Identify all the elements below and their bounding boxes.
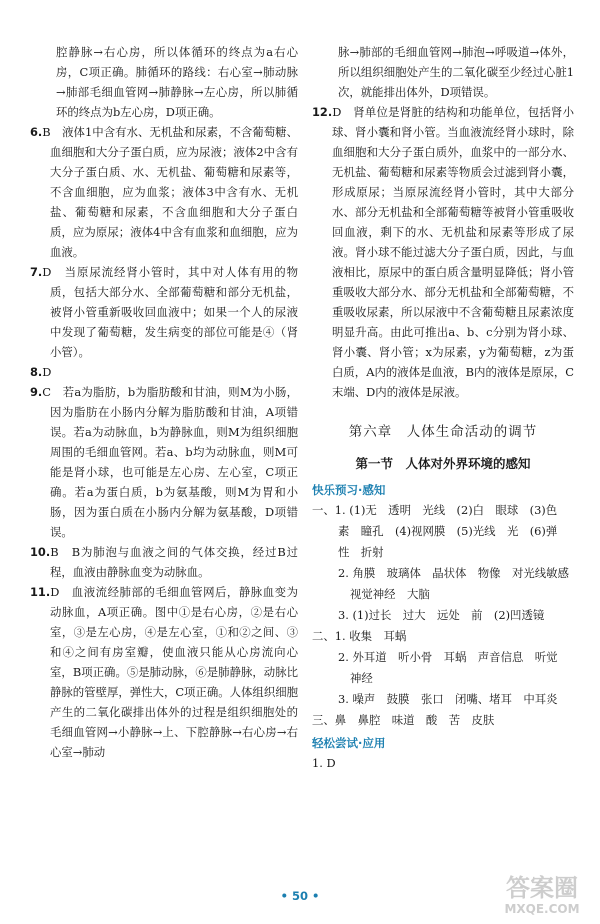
answer-6-number: 6.	[30, 125, 43, 139]
answer-8-number: 8.	[30, 365, 43, 379]
answer-6	[30, 122, 298, 262]
preview-answer-3: 3. (1)过长 过大 远处 前 (2)凹透镜	[338, 608, 545, 622]
preview-answer-2-line-2: 视觉神经 大脑	[350, 587, 430, 601]
right-column	[312, 42, 574, 774]
answer-8-text: D	[42, 365, 52, 379]
preview-answer-ii-2-line-2: 神经	[350, 671, 373, 685]
chapter-title: 第六章 人体生命活动的调节	[348, 424, 538, 440]
answer-8	[30, 362, 298, 382]
preview-answer-1-line-3: 性 折射	[338, 545, 384, 559]
preview-answer-1-line-1: 一、1. (1)无 透明 光线 (2)白 眼球 (3)色	[312, 503, 558, 517]
practice-answer-1: 1. D	[312, 756, 336, 770]
answer-10	[30, 542, 298, 582]
answer-6-text: B 液体1中含有水、无机盐和尿素，不含葡萄糖、血细胞和大分子蛋白质，应为尿液；液体2中含有大分子蛋白质、水、无机盐、葡萄糖和尿素等，不含血细胞，应为血浆；液体3中含有水、无机盐、葡萄糖和尿素，不含血细胞和大分子蛋白质，应为原尿；液体4中含有血浆和血细胞，应为血液。	[42, 125, 298, 259]
answer-12-number: 12.	[312, 105, 333, 119]
answer-11-text: D 血液流经肺部的毛细血管网后，静脉血变为动脉血，A项正确。图中①是右心房，②是右心室，③是左心房，④是左心室，①和②之间、③和④之间有房室瓣，使血液只能从心房流向心室，B项正确。⑤是肺动脉，⑥是肺静脉，动脉比静脉的管壁厚，弹性大，C项正确。人体组织细胞产生的二氧化碳排出体外的过程是组织细胞处的毛细血管网→小静脉→上、下腔静脉→右心房→右心室→肺动	[50, 585, 298, 759]
answer-7	[30, 262, 298, 362]
answer-11	[30, 582, 298, 762]
preview-answer-2-line-1: 2. 角膜 玻璃体 晶状体 物像 对光线敏感	[338, 566, 569, 580]
answer-10-text: B B为肺泡与血液之间的气体交换，经过B过程，血液由静脉血变为动脉血。	[50, 545, 298, 579]
answer-11-number: 11.	[30, 585, 51, 599]
section-title: 第一节 人体对外界环境的感知	[355, 456, 531, 471]
left-column	[30, 42, 298, 762]
answer-5-continued: 腔静脉→右心房，所以体循环的终点为a右心房，C项正确。肺循环的路线：右心室→肺动脉→肺部毛细血管网→肺静脉→左心房，所以肺循环的终点为b左心房，D项正确。	[56, 45, 298, 119]
answer-12-text: D 肾单位是肾脏的结构和功能单位，包括肾小球、肾小囊和肾小管。当血液流经肾小球时，除血细胞和大分子蛋白质外，血浆中的一部分水、无机盐、葡萄糖和尿素等物质会过滤到肾小囊，形成原尿；当原尿流经肾小管时，其中大部分水、部分无机盐和全部葡萄糖等被肾小管重吸收回血液，剩下的水、无机盐和尿素等形成了尿液。肾小球不能过滤大分子蛋白质，因此，与血液相比，原尿中的蛋白质含量明显降低；肾小管重吸收大部分水、部分无机盐和全部葡萄糖，不重吸收尿素，所以尿液中不含葡萄糖且尿素浓度明显升高。由此可推出a、b、c分别为肾小球、肾小囊、肾小管；x为尿素，y为葡萄糖，z为蛋白质，A内的液体是血液，B内的液体是原尿，C末端、D内的液体是尿液。	[332, 105, 574, 399]
page-number: • 50 •	[280, 889, 320, 903]
preview-answer-iii: 三、鼻 鼻腔 味道 酸 苦 皮肤	[312, 713, 495, 727]
preview-band-heading: 快乐预习·感知	[312, 483, 386, 497]
answer-9-text: C 若a为脂肪，b为脂肪酸和甘油，则M为小肠，因为脂肪在小肠内分解为脂肪酸和甘油，A项错误。若a为动脉血，b为静脉血，则M为组织细胞周围的毛细血管网。若a、b均为动脉血，则M可能是肾小球，也可能是左心房、左心室，C项正确。若a为蛋白质，b为氨基酸，则M为胃和小肠，因为蛋白质在小肠内分解为氨基酸，D项错误。	[42, 385, 298, 539]
answer-7-number: 7.	[30, 265, 43, 279]
preview-answer-ii-1: 二、1. 收集 耳蜗	[312, 629, 407, 643]
answer-12	[312, 102, 574, 402]
answer-9	[30, 382, 298, 542]
answer-11-continued: 脉→肺部的毛细血管网→肺泡→呼吸道→体外，所以组织细胞处产生的二氧化碳至少经过心脏1次，就能排出体外，D项错误。	[338, 45, 574, 99]
answer-9-number: 9.	[30, 385, 43, 399]
svg-text:答案圈: 答案圈	[506, 874, 578, 902]
preview-answer-ii-3: 3. 噪声 鼓膜 张口 闭嘴、堵耳 中耳炎	[338, 692, 558, 706]
svg-text:MXQE.COM: MXQE.COM	[504, 902, 580, 916]
answer-10-number: 10.	[30, 545, 51, 559]
preview-answer-ii-2-line-1: 2. 外耳道 听小骨 耳蜗 声音信息 听觉	[338, 650, 558, 664]
watermark-logo	[492, 866, 592, 918]
preview-answer-1-line-2: 素 瞳孔 (4)视网膜 (5)光线 光 (6)弹	[338, 524, 558, 538]
answer-7-text: D 当原尿流经肾小管时，其中对人体有用的物质，包括大部分水、全部葡萄糖和部分无机盐，被肾小管重新吸收回血液中；如果一个人的尿液中发现了葡萄糖，发生病变的部位可能是④（肾小管）。	[42, 265, 298, 359]
practice-band-heading: 轻松尝试·应用	[312, 736, 386, 750]
